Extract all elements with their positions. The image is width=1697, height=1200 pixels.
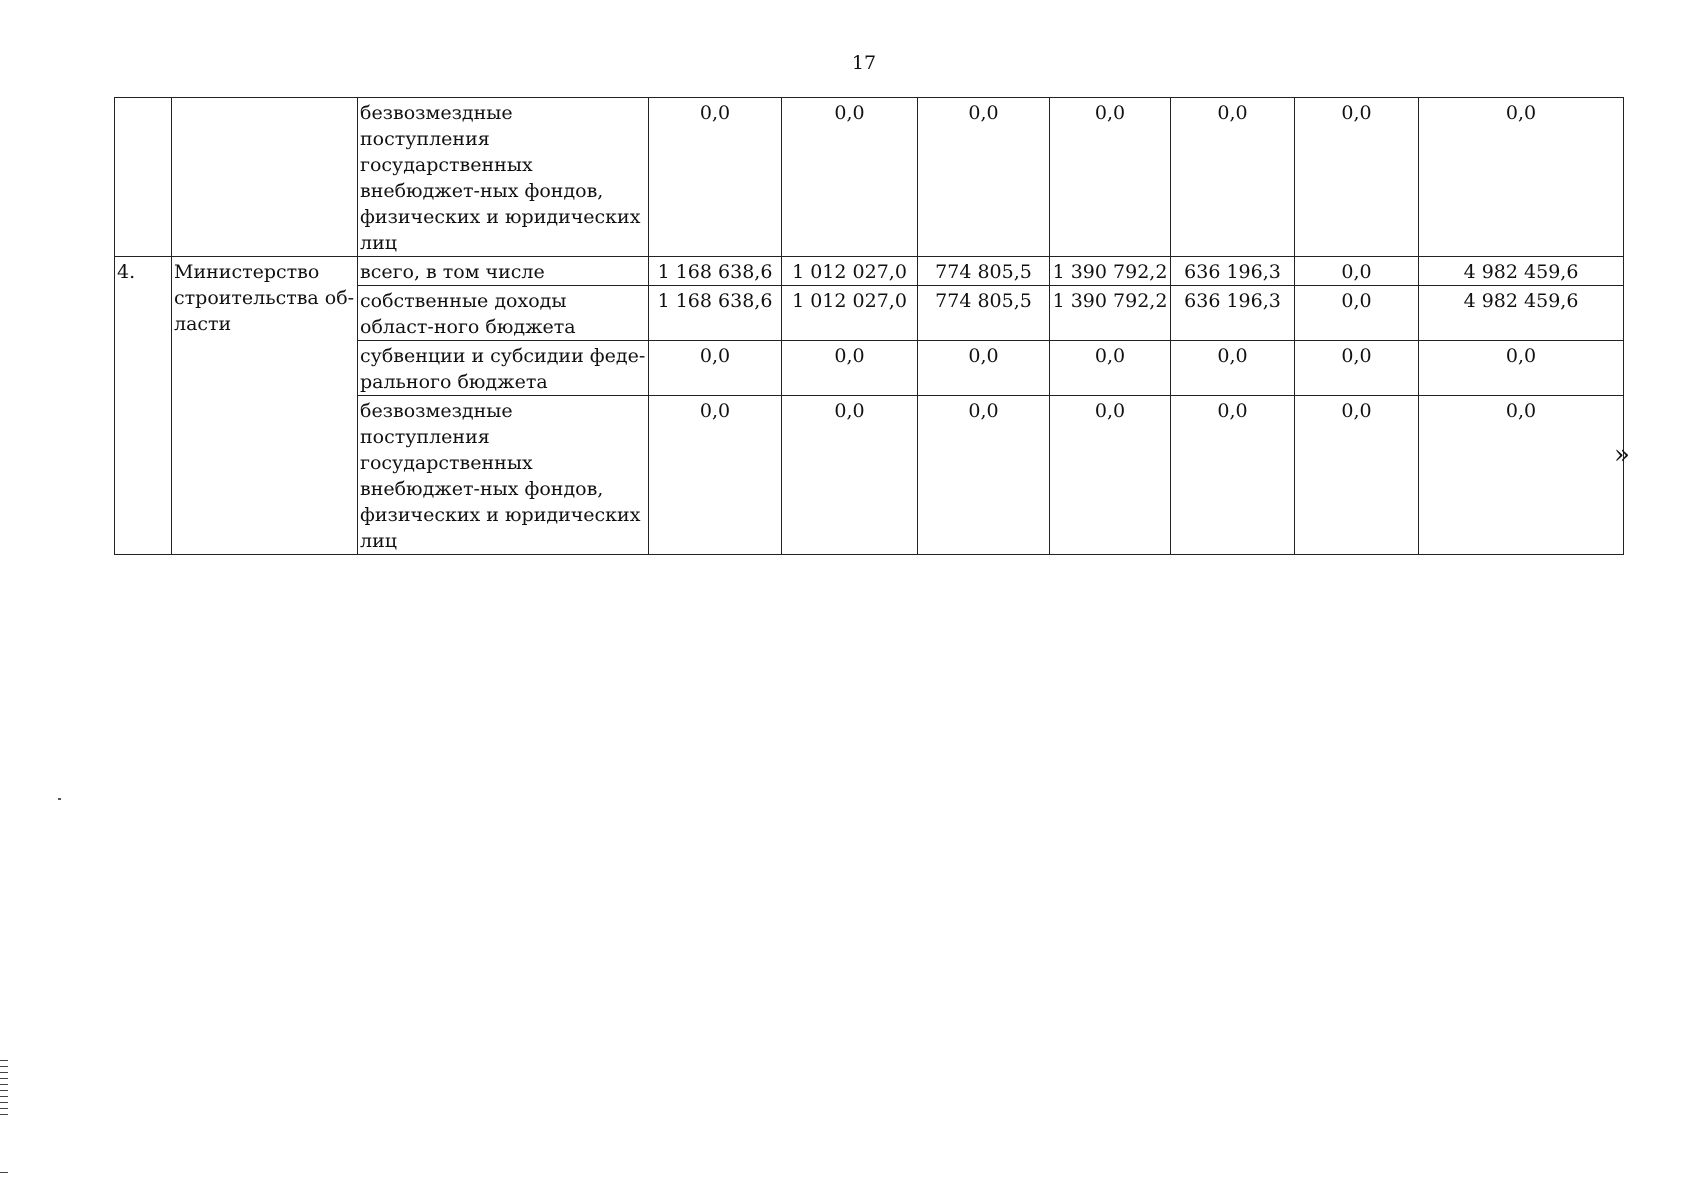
value-cell: 0,0 <box>649 98 782 257</box>
value-cell: 0,0 <box>918 341 1050 396</box>
value-cell: 1 390 792,2 <box>1050 286 1171 341</box>
value-cell: 1 012 027,0 <box>782 257 918 286</box>
value-cell: 0,0 <box>1050 98 1171 257</box>
scan-artifact <box>0 1172 8 1173</box>
value-cell: 0,0 <box>1295 98 1419 257</box>
executor-cell <box>172 98 358 257</box>
total-cell: 4 982 459,6 <box>1419 257 1624 286</box>
value-cell: 0,0 <box>1295 286 1419 341</box>
closing-quote-mark: » <box>1614 440 1630 470</box>
funding-source-cell: безвозмездные поступления государственных внебюджет-ных фондов, физических и юридических лиц <box>358 98 649 257</box>
table-row <box>115 257 1624 286</box>
value-cell: 0,0 <box>782 98 918 257</box>
funding-source-cell: собственные доходы област-ного бюджета <box>358 286 649 341</box>
value-cell: 0,0 <box>1295 396 1419 555</box>
table-row <box>115 98 1624 257</box>
scan-artifact <box>58 798 61 800</box>
total-cell: 4 982 459,6 <box>1419 286 1624 341</box>
value-cell: 774 805,5 <box>918 286 1050 341</box>
row-number-cell: 4. <box>115 257 172 555</box>
value-cell: 0,0 <box>1050 341 1171 396</box>
value-cell: 1 012 027,0 <box>782 286 918 341</box>
value-cell: 0,0 <box>1171 98 1295 257</box>
value-cell: 0,0 <box>782 341 918 396</box>
value-cell: 636 196,3 <box>1171 286 1295 341</box>
funding-source-cell: безвозмездные поступления государственных внебюджет-ных фондов, физических и юридических лиц <box>358 396 649 555</box>
budget-table <box>114 97 1624 555</box>
total-cell: 0,0 <box>1419 341 1624 396</box>
funding-source-cell: всего, в том числе <box>358 257 649 286</box>
value-cell: 0,0 <box>1295 257 1419 286</box>
value-cell: 0,0 <box>649 396 782 555</box>
value-cell: 0,0 <box>1171 341 1295 396</box>
value-cell: 1 390 792,2 <box>1050 257 1171 286</box>
value-cell: 1 168 638,6 <box>649 286 782 341</box>
value-cell: 0,0 <box>918 98 1050 257</box>
executor-cell: Министерство строительства об-ласти <box>172 257 358 555</box>
value-cell: 0,0 <box>1050 396 1171 555</box>
value-cell: 0,0 <box>1295 341 1419 396</box>
value-cell: 774 805,5 <box>918 257 1050 286</box>
funding-source-cell: субвенции и субсидии феде-рального бюджета <box>358 341 649 396</box>
row-number-cell <box>115 98 172 257</box>
value-cell: 1 168 638,6 <box>649 257 782 286</box>
value-cell: 0,0 <box>1171 396 1295 555</box>
scan-artifact <box>0 1060 8 1120</box>
page-number: 17 <box>851 52 877 74</box>
value-cell: 636 196,3 <box>1171 257 1295 286</box>
value-cell: 0,0 <box>918 396 1050 555</box>
value-cell: 0,0 <box>782 396 918 555</box>
total-cell: 0,0 <box>1419 98 1624 257</box>
value-cell: 0,0 <box>649 341 782 396</box>
total-cell: 0,0 <box>1419 396 1624 555</box>
